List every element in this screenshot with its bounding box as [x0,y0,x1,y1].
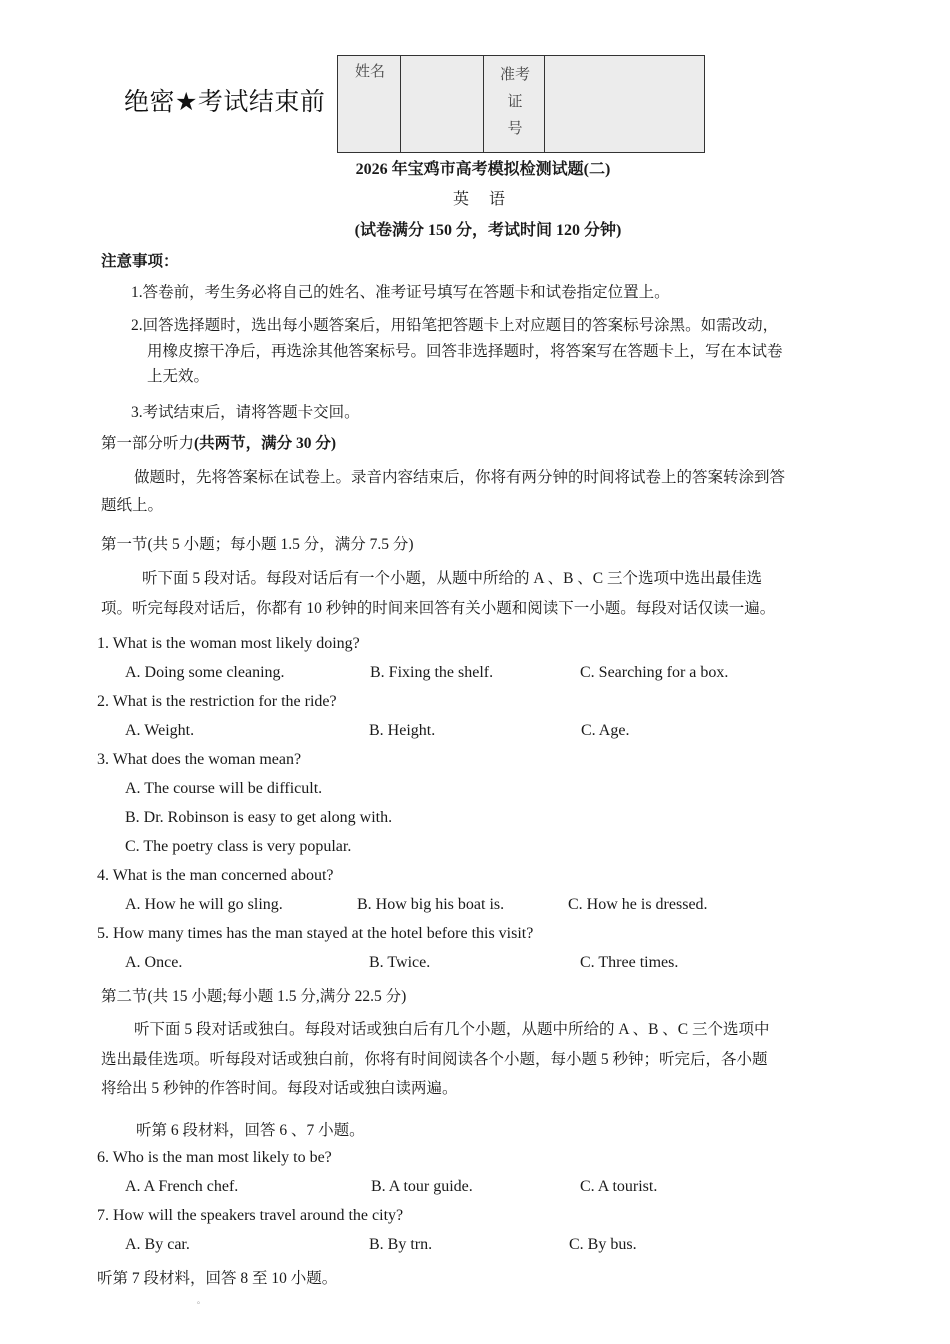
q3-option-b: B. Dr. Robinson is easy to get along with. [125,809,393,826]
section1-intro-line2: 项。听完每段对话后，你都有 10 秒钟的时间来回答有关小题和阅读下一小题。每段对话仅读一遍。 [101,600,776,617]
note-2-line2: 用橡皮擦干净后，再选涂其他答案标号。回答非选择题时，将答案写在答题卡上，写在本试卷 [147,343,783,360]
q7-option-b: B. By trn. [369,1236,433,1253]
q7-option-c: C. By bus. [569,1236,637,1253]
id-label-line2: 证 [507,92,523,110]
question-2: 2. What is the restriction for the ride? [97,693,337,710]
note-1: 1.答卷前，考生务必将自己的姓名、准考证号填写在答题卡和试卷指定位置上。 [131,284,670,301]
q4-option-c: C. How he is dressed. [568,896,708,913]
q4-option-b: B. How big his boat is. [357,896,505,913]
question-5: 5. How many times has the man stayed at the hotel before this visit? [97,925,534,942]
name-label-cell [338,56,401,152]
q2-option-a: A. Weight. [125,722,195,739]
part1-intro-line2: 题纸上。 [101,497,164,514]
exam-info: (试卷满分 150 分，考试时间 120 分钟) [354,222,622,239]
q5-option-a: A. Once. [125,954,183,971]
section2-intro-line3: 将给出 5 秒钟的作答时间。每段对话或独白读两遍。 [101,1080,458,1097]
q7-option-a: A. By car. [125,1236,190,1253]
q5-option-c: C. Three times. [580,954,679,971]
q6-option-b: B. A tour guide. [371,1178,473,1195]
id-label-line1: 准考 [499,65,530,83]
q1-option-c: C. Searching for a box. [580,664,729,681]
name-field[interactable] [401,56,484,152]
section1-intro-line1: 听下面 5 段对话。每段对话后有一个小题，从题中所给的 A 、B 、C 三个选项中选出最佳选 [142,570,763,587]
subject-title: 英 语 [452,191,513,208]
note-2-line3: 上无效。 [147,368,210,385]
confidential-label: 绝密★考试结束前 [124,87,326,116]
part1-heading [101,431,336,453]
id-label-cell [484,56,545,152]
q2-option-c: C. Age. [581,722,630,739]
exam-title: 2026 年宝鸡市高考模拟检测试题(二) [355,161,611,178]
note-2-line1: 2.回答选择题时，选出每小题答案后，用铅笔把答题卡上对应题目的答案标号涂黑。如需改动， [131,317,779,334]
question-3: 3. What does the woman mean? [97,751,302,768]
q3-option-c: C. The poetry class is very popular. [125,838,352,855]
section1-heading: 第一节(共 5 小题；每小题 1.5 分，满分 7.5 分) [101,536,414,553]
section2-heading: 第二节(共 15 小题;每小题 1.5 分,满分 22.5 分) [101,988,407,1005]
question-1: 1. What is the woman most likely doing? [97,635,360,652]
question-4: 4. What is the man concerned about? [97,867,334,884]
q2-option-b: B. Height. [369,722,436,739]
material-7-instruction: 听第 7 段材料，回答 8 至 10 小题。 [97,1270,338,1287]
q1-option-a: A. Doing some cleaning. [125,664,285,681]
section2-intro-line1: 听下面 5 段对话或独白。每段对话或独白后有几个小题，从题中所给的 A 、B 、C 三个选项中 [134,1021,770,1038]
part1-heading-text: 第一部分听力 [101,435,195,452]
candidate-info-table [337,55,705,153]
q1-option-b: B. Fixing the shelf. [370,664,494,681]
notes-heading: 注意事项： [101,253,179,270]
q4-option-a: A. How he will go sling. [125,896,283,913]
material-6-instruction: 听第 6 段材料，回答 6 、7 小题。 [136,1122,365,1139]
id-label-line3: 号 [507,119,523,137]
q6-option-a: A. A French chef. [125,1178,239,1195]
footer-mark: 。 [197,1296,205,1305]
q3-option-a: A. The course will be difficult. [125,780,323,797]
part1-intro-line1: 做题时，先将答案标在试卷上。录音内容结束后，你将有两分钟的时间将试卷上的答案转涂到答 [134,469,786,486]
id-field[interactable] [545,56,704,152]
q6-option-c: C. A tourist. [580,1178,658,1195]
note-3: 3.考试结束后，请将答题卡交回。 [131,404,360,421]
section2-intro-line2: 选出最佳选项。听每段对话或独白前，你将有时间阅读各个小题，每小题 5 秒钟；听完后，各小题 [101,1051,768,1068]
q5-option-b: B. Twice. [369,954,431,971]
part1-heading-score: (共两节，满分 30 分) [194,435,337,452]
question-6: 6. Who is the man most likely to be? [97,1149,332,1166]
name-label: 姓名 [355,62,386,80]
question-7: 7. How will the speakers travel around the city? [97,1207,404,1224]
